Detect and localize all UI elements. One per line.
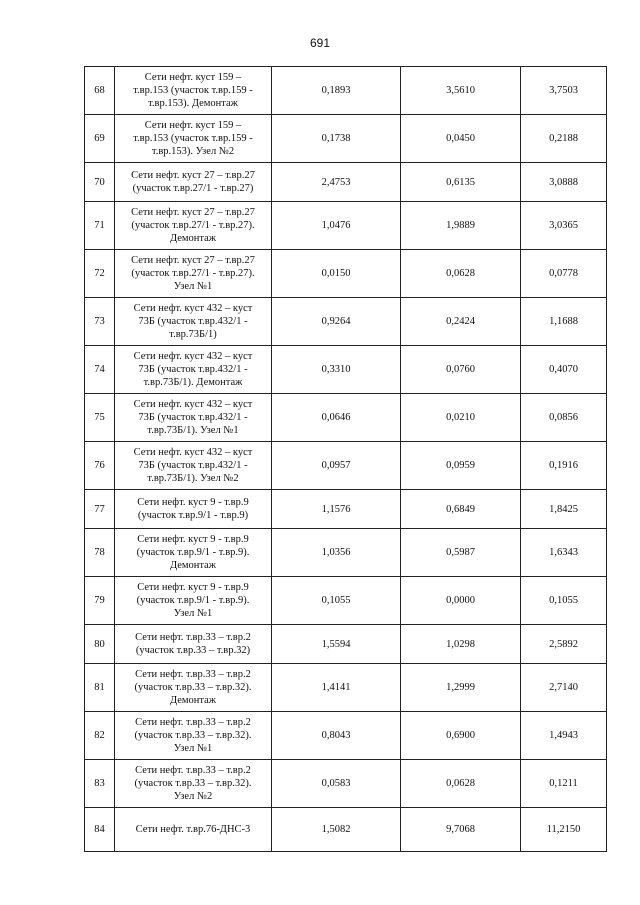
object-name-line: Сети нефт. куст 27 – т.вр.27	[131, 207, 255, 218]
table-row	[85, 298, 607, 346]
object-name-line: 73Б (участок т.вр.432/1 -	[138, 460, 248, 471]
value-cell-2: 3,5610	[401, 67, 521, 115]
object-name-line: Демонтаж	[169, 233, 217, 244]
row-number-cell: 69	[85, 115, 115, 163]
object-name-line: (участок т.вр.9/1 - т.вр.9)	[137, 510, 249, 521]
object-name-line: Сети нефт. т.вр.33 – т.вр.2	[135, 632, 251, 643]
object-name-cell	[115, 664, 272, 712]
row-number-cell: 68	[85, 67, 115, 115]
row-number-cell: 75	[85, 394, 115, 442]
object-name-line: Сети нефт. куст 27 – т.вр.27	[131, 170, 255, 181]
object-name-line: Сети нефт. т.вр.33 – т.вр.2	[135, 717, 251, 728]
object-name-line: (участок т.вр.27/1 - т.вр.27).	[131, 220, 255, 231]
object-name-line: 73Б (участок т.вр.432/1 -	[138, 364, 248, 375]
object-name-line: (участок т.вр.33 – т.вр.32).	[134, 778, 252, 789]
value-cell-1: 0,3310	[272, 346, 401, 394]
object-name-line: Узел №1	[173, 281, 213, 292]
row-number-cell: 84	[85, 808, 115, 852]
object-name-line: Демонтаж	[169, 695, 217, 706]
value-cell-3: 0,0856	[521, 394, 607, 442]
object-name-line: (участок т.вр.27/1 - т.вр.27).	[131, 268, 255, 279]
value-cell-1: 2,4753	[272, 163, 401, 202]
object-name-line: Узел №1	[173, 743, 213, 754]
value-cell-3: 3,0365	[521, 202, 607, 250]
value-cell-3: 0,0778	[521, 250, 607, 298]
value-cell-2: 0,6135	[401, 163, 521, 202]
object-name-cell	[115, 625, 272, 664]
table-row	[85, 163, 607, 202]
value-cell-2: 0,0628	[401, 760, 521, 808]
row-number-cell: 74	[85, 346, 115, 394]
object-name-cell	[115, 490, 272, 529]
object-name-line: (участок т.вр.27/1 - т.вр.27)	[132, 183, 254, 194]
object-name-line: (участок т.вр.33 – т.вр.32).	[134, 730, 252, 741]
value-cell-3: 3,0888	[521, 163, 607, 202]
table-row	[85, 115, 607, 163]
object-name-line: Сети нефт. т.вр.76-ДНС-3	[135, 824, 251, 835]
value-cell-2: 0,0959	[401, 442, 521, 490]
object-name-line: т.вр.73Б/1). Узел №1	[147, 425, 239, 436]
object-name-cell	[115, 394, 272, 442]
object-name-line: (участок т.вр.33 – т.вр.32).	[134, 682, 252, 693]
table-body	[85, 67, 607, 852]
object-name-line: т.вр.73Б/1)	[169, 329, 217, 340]
value-cell-3: 1,1688	[521, 298, 607, 346]
value-cell-2: 0,0210	[401, 394, 521, 442]
network-costs-table	[84, 66, 607, 852]
object-name-line: Узел №2	[173, 791, 213, 802]
object-name-line: Демонтаж	[169, 560, 217, 571]
table-row	[85, 808, 607, 852]
value-cell-1: 0,1055	[272, 577, 401, 625]
object-name-line: т.вр.153 (участок т.вр.159 -	[133, 133, 253, 144]
object-name-line: Сети нефт. куст 432 – куст	[133, 303, 253, 314]
object-name-cell	[115, 298, 272, 346]
object-name-cell	[115, 67, 272, 115]
object-name-line: Сети нефт. куст 9 - т.вр.9	[137, 582, 249, 593]
row-number-cell: 72	[85, 250, 115, 298]
row-number-cell: 81	[85, 664, 115, 712]
table-row	[85, 442, 607, 490]
row-number-cell: 82	[85, 712, 115, 760]
value-cell-1: 1,1576	[272, 490, 401, 529]
object-name-line: т.вр.153 (участок т.вр.159 -	[133, 85, 253, 96]
row-number-cell: 70	[85, 163, 115, 202]
object-name-line: Сети нефт. куст 159 –	[144, 72, 242, 83]
value-cell-2: 0,0628	[401, 250, 521, 298]
object-name-line: Сети нефт. т.вр.33 – т.вр.2	[135, 765, 251, 776]
table-row	[85, 664, 607, 712]
object-name-line: т.вр.153). Демонтаж	[148, 98, 238, 109]
value-cell-1: 0,0646	[272, 394, 401, 442]
value-cell-2: 0,2424	[401, 298, 521, 346]
object-name-cell	[115, 250, 272, 298]
object-name-line: Сети нефт. куст 432 – куст	[133, 447, 253, 458]
table-row	[85, 250, 607, 298]
value-cell-3: 0,1916	[521, 442, 607, 490]
value-cell-1: 0,1738	[272, 115, 401, 163]
value-cell-1: 0,0957	[272, 442, 401, 490]
row-number-cell: 76	[85, 442, 115, 490]
row-number-cell: 73	[85, 298, 115, 346]
value-cell-1: 1,4141	[272, 664, 401, 712]
value-cell-1: 0,8043	[272, 712, 401, 760]
row-number-cell: 80	[85, 625, 115, 664]
value-cell-2: 0,0000	[401, 577, 521, 625]
value-cell-3: 1,8425	[521, 490, 607, 529]
value-cell-3: 1,4943	[521, 712, 607, 760]
object-name-cell	[115, 163, 272, 202]
table-row	[85, 577, 607, 625]
object-name-cell	[115, 442, 272, 490]
table-row	[85, 394, 607, 442]
object-name-cell	[115, 115, 272, 163]
value-cell-3: 2,5892	[521, 625, 607, 664]
value-cell-3: 11,2150	[521, 808, 607, 852]
object-name-cell	[115, 577, 272, 625]
value-cell-3: 0,1055	[521, 577, 607, 625]
value-cell-1: 1,5594	[272, 625, 401, 664]
object-name-cell	[115, 760, 272, 808]
table-row	[85, 529, 607, 577]
value-cell-3: 0,2188	[521, 115, 607, 163]
value-cell-1: 0,9264	[272, 298, 401, 346]
table-row	[85, 760, 607, 808]
value-cell-1: 0,0150	[272, 250, 401, 298]
table-row	[85, 67, 607, 115]
value-cell-1: 1,5082	[272, 808, 401, 852]
object-name-line: т.вр.73Б/1). Демонтаж	[143, 377, 243, 388]
object-name-line: Сети нефт. куст 432 – куст	[133, 399, 253, 410]
object-name-cell	[115, 202, 272, 250]
object-name-line: Сети нефт. куст 27 – т.вр.27	[131, 255, 255, 266]
page-number: 691	[309, 36, 331, 50]
object-name-line: Сети нефт. т.вр.33 – т.вр.2	[135, 669, 251, 680]
object-name-line: (участок т.вр.9/1 - т.вр.9).	[136, 547, 250, 558]
value-cell-3: 1,6343	[521, 529, 607, 577]
object-name-line: 73Б (участок т.вр.432/1 -	[138, 412, 248, 423]
object-name-line: т.вр.153). Узел №2	[151, 146, 235, 157]
object-name-line: 73Б (участок т.вр.432/1 -	[138, 316, 248, 327]
table-row	[85, 202, 607, 250]
value-cell-1: 0,0583	[272, 760, 401, 808]
row-number-cell: 83	[85, 760, 115, 808]
value-cell-2: 0,0760	[401, 346, 521, 394]
table-row	[85, 490, 607, 529]
object-name-cell	[115, 712, 272, 760]
object-name-line: т.вр.73Б/1). Узел №2	[147, 473, 239, 484]
value-cell-2: 0,6900	[401, 712, 521, 760]
object-name-line: Сети нефт. куст 432 – куст	[133, 351, 253, 362]
object-name-cell	[115, 346, 272, 394]
value-cell-2: 1,9889	[401, 202, 521, 250]
row-number-cell: 79	[85, 577, 115, 625]
object-name-line: Сети нефт. куст 9 - т.вр.9	[137, 534, 249, 545]
value-cell-2: 9,7068	[401, 808, 521, 852]
object-name-cell	[115, 808, 272, 852]
table-row	[85, 346, 607, 394]
object-name-line: (участок т.вр.9/1 - т.вр.9).	[136, 595, 250, 606]
object-name-line: Сети нефт. куст 9 - т.вр.9	[137, 497, 249, 508]
value-cell-2: 1,2999	[401, 664, 521, 712]
value-cell-2: 0,6849	[401, 490, 521, 529]
object-name-cell	[115, 529, 272, 577]
value-cell-1: 1,0356	[272, 529, 401, 577]
object-name-line: Узел №1	[173, 608, 213, 619]
value-cell-1: 1,0476	[272, 202, 401, 250]
row-number-cell: 78	[85, 529, 115, 577]
object-name-line: (участок т.вр.33 – т.вр.32)	[135, 645, 251, 656]
value-cell-3: 2,7140	[521, 664, 607, 712]
value-cell-3: 3,7503	[521, 67, 607, 115]
value-cell-1: 0,1893	[272, 67, 401, 115]
value-cell-2: 0,5987	[401, 529, 521, 577]
table-row	[85, 625, 607, 664]
row-number-cell: 71	[85, 202, 115, 250]
object-name-line: Сети нефт. куст 159 –	[144, 120, 242, 131]
value-cell-2: 1,0298	[401, 625, 521, 664]
table-row	[85, 712, 607, 760]
value-cell-3: 0,4070	[521, 346, 607, 394]
value-cell-2: 0,0450	[401, 115, 521, 163]
row-number-cell: 77	[85, 490, 115, 529]
value-cell-3: 0,1211	[521, 760, 607, 808]
